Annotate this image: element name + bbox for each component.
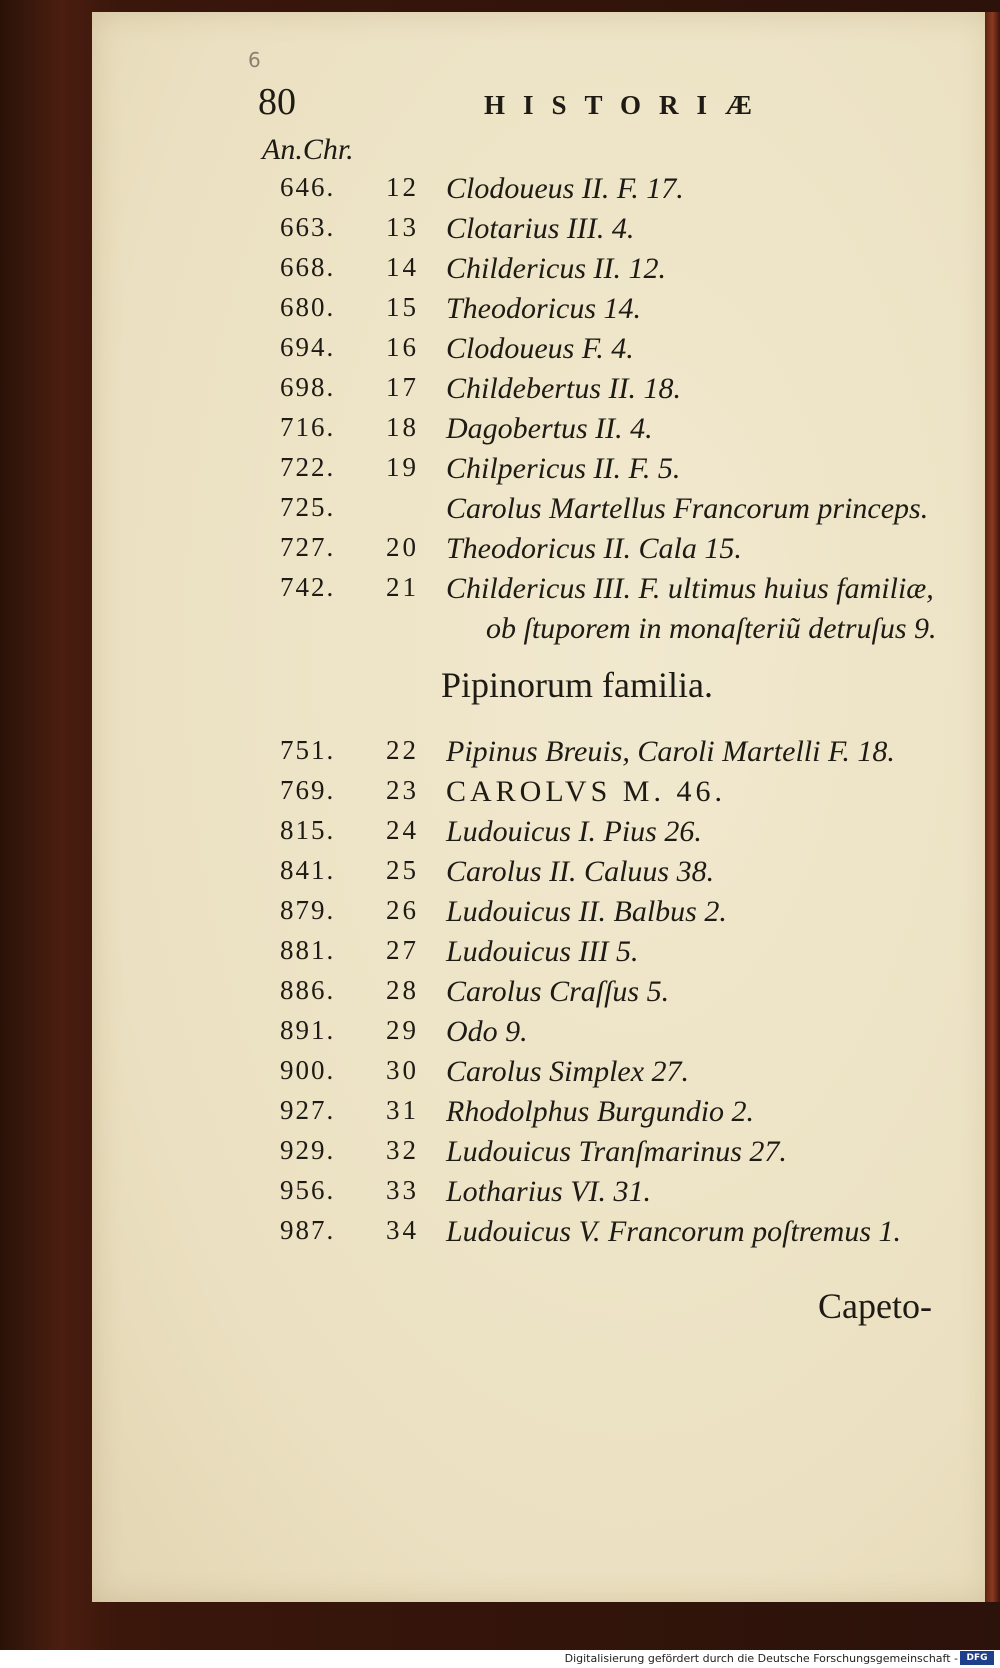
entry-number: 13 [386, 212, 419, 242]
entry-number: 22 [386, 735, 419, 765]
entry-name: Ludouicus III 5. [446, 935, 639, 968]
section-heading: Pipinorum familia. [441, 665, 713, 705]
entry-year: 727. [280, 532, 336, 562]
entry-name: Childericus II. 12. [446, 252, 666, 285]
entry-name: Clodoueus II. F. 17. [446, 172, 684, 205]
entry-year: 956. [280, 1175, 336, 1205]
list-item [0, 292, 1000, 332]
entry-continuation: ob ſtuporem in monaſteriũ detruſus 9. [486, 612, 937, 645]
list-item [0, 1095, 1000, 1135]
entry-year: 886. [280, 975, 336, 1005]
list-item [0, 252, 1000, 292]
running-head-title: HISTORIÆ [484, 90, 771, 120]
entry-name: Clotarius III. 4. [446, 212, 635, 245]
list-item [0, 532, 1000, 572]
catchword: Capeto- [818, 1286, 932, 1326]
entry-name: Childericus III. F. ultimus huius familiæ, [446, 572, 934, 605]
dfg-logo-icon: DFG [960, 1651, 994, 1665]
entry-year: 668. [280, 252, 336, 282]
entry-year: 815. [280, 815, 336, 845]
entry-name: Odo 9. [446, 1015, 528, 1048]
list-item [0, 212, 1000, 252]
list-item [0, 372, 1000, 412]
entry-year: 900. [280, 1055, 336, 1085]
list-item [0, 1175, 1000, 1215]
entry-year: 663. [280, 212, 336, 242]
entry-number: 21 [386, 572, 419, 602]
entry-year: 881. [280, 935, 336, 965]
entry-name: Pipinus Breuis, Caroli Martelli F. 18. [446, 735, 895, 768]
entry-number: 25 [386, 855, 419, 885]
page-number: 80 [258, 81, 296, 123]
entry-number: 12 [386, 172, 419, 202]
entry-name: Ludouicus Tranſmarinus 27. [446, 1135, 787, 1168]
pencil-annotation: 6 [248, 48, 261, 72]
entry-year: 769. [280, 775, 336, 805]
entry-year: 646. [280, 172, 336, 202]
entry-name: Clodoueus F. 4. [446, 332, 634, 365]
entry-name: Rhodolphus Burgundio 2. [446, 1095, 755, 1128]
list-item [0, 935, 1000, 975]
entry-number: 31 [386, 1095, 419, 1125]
list-item [0, 815, 1000, 855]
entry-year: 987. [280, 1215, 336, 1245]
entry-name: Theodoricus 14. [446, 292, 641, 325]
entry-name: Ludouicus V. Francorum poſtremus 1. [446, 1215, 902, 1248]
entry-year: 716. [280, 412, 336, 442]
entry-year: 680. [280, 292, 336, 322]
entry-number: 24 [386, 815, 419, 845]
entry-year: 929. [280, 1135, 336, 1165]
entry-number: 15 [386, 292, 419, 322]
entry-year: 694. [280, 332, 336, 362]
list-item [0, 572, 1000, 612]
entry-number: 18 [386, 412, 419, 442]
entry-name: CAROLVS M. 46. [446, 775, 726, 808]
entry-number: 27 [386, 935, 419, 965]
entry-number: 29 [386, 1015, 419, 1045]
entry-year: 751. [280, 735, 336, 765]
list-item [0, 492, 1000, 532]
entry-year: 879. [280, 895, 336, 925]
entry-name: Ludouicus I. Pius 26. [446, 815, 702, 848]
entry-year: 841. [280, 855, 336, 885]
list-item [0, 855, 1000, 895]
entry-name: Carolus Simplex 27. [446, 1055, 690, 1088]
entry-name: Lotharius VI. 31. [446, 1175, 652, 1208]
entry-year: 927. [280, 1095, 336, 1125]
entry-number: 32 [386, 1135, 419, 1165]
list-item-continuation [0, 612, 1000, 652]
list-item [0, 1215, 1000, 1255]
list-item [0, 895, 1000, 935]
entry-name: Theodoricus II. Cala 15. [446, 532, 742, 565]
list-item [0, 412, 1000, 452]
entry-number: 28 [386, 975, 419, 1005]
entry-number: 20 [386, 532, 419, 562]
entry-year: 698. [280, 372, 336, 402]
entry-number: 17 [386, 372, 419, 402]
entry-name: Dagobertus II. 4. [446, 412, 653, 445]
entry-year: 891. [280, 1015, 336, 1045]
entry-name: Childebertus II. 18. [446, 372, 681, 405]
entry-number: 23 [386, 775, 419, 805]
entry-name: Ludouicus II. Balbus 2. [446, 895, 727, 928]
list-item [0, 775, 1000, 815]
list-item [0, 735, 1000, 775]
entry-name: Chilpericus II. F. 5. [446, 452, 681, 485]
list-item [0, 1135, 1000, 1175]
entry-number: 30 [386, 1055, 419, 1085]
running-head [258, 80, 948, 130]
list-item [0, 975, 1000, 1015]
funding-credit: Digitalisierung gefördert durch die Deutsche Forschungsgemeinschaft - [564, 1652, 958, 1665]
column-header-anno: An.Chr. [262, 133, 354, 166]
entry-number: 19 [386, 452, 419, 482]
list-item [0, 332, 1000, 372]
entry-number: 16 [386, 332, 419, 362]
entry-year: 725. [280, 492, 336, 522]
entry-year: 722. [280, 452, 336, 482]
entry-number: 34 [386, 1215, 419, 1245]
list-item [0, 452, 1000, 492]
entry-year: 742. [280, 572, 336, 602]
list-item [0, 1055, 1000, 1095]
list-item [0, 172, 1000, 212]
entry-number: 14 [386, 252, 419, 282]
entry-name: Carolus Craſſus 5. [446, 975, 670, 1008]
entry-number: 33 [386, 1175, 419, 1205]
entry-name: Carolus Martellus Francorum princeps. [446, 492, 929, 525]
entry-name: Carolus II. Caluus 38. [446, 855, 715, 888]
list-item [0, 1015, 1000, 1055]
entry-number: 26 [386, 895, 419, 925]
